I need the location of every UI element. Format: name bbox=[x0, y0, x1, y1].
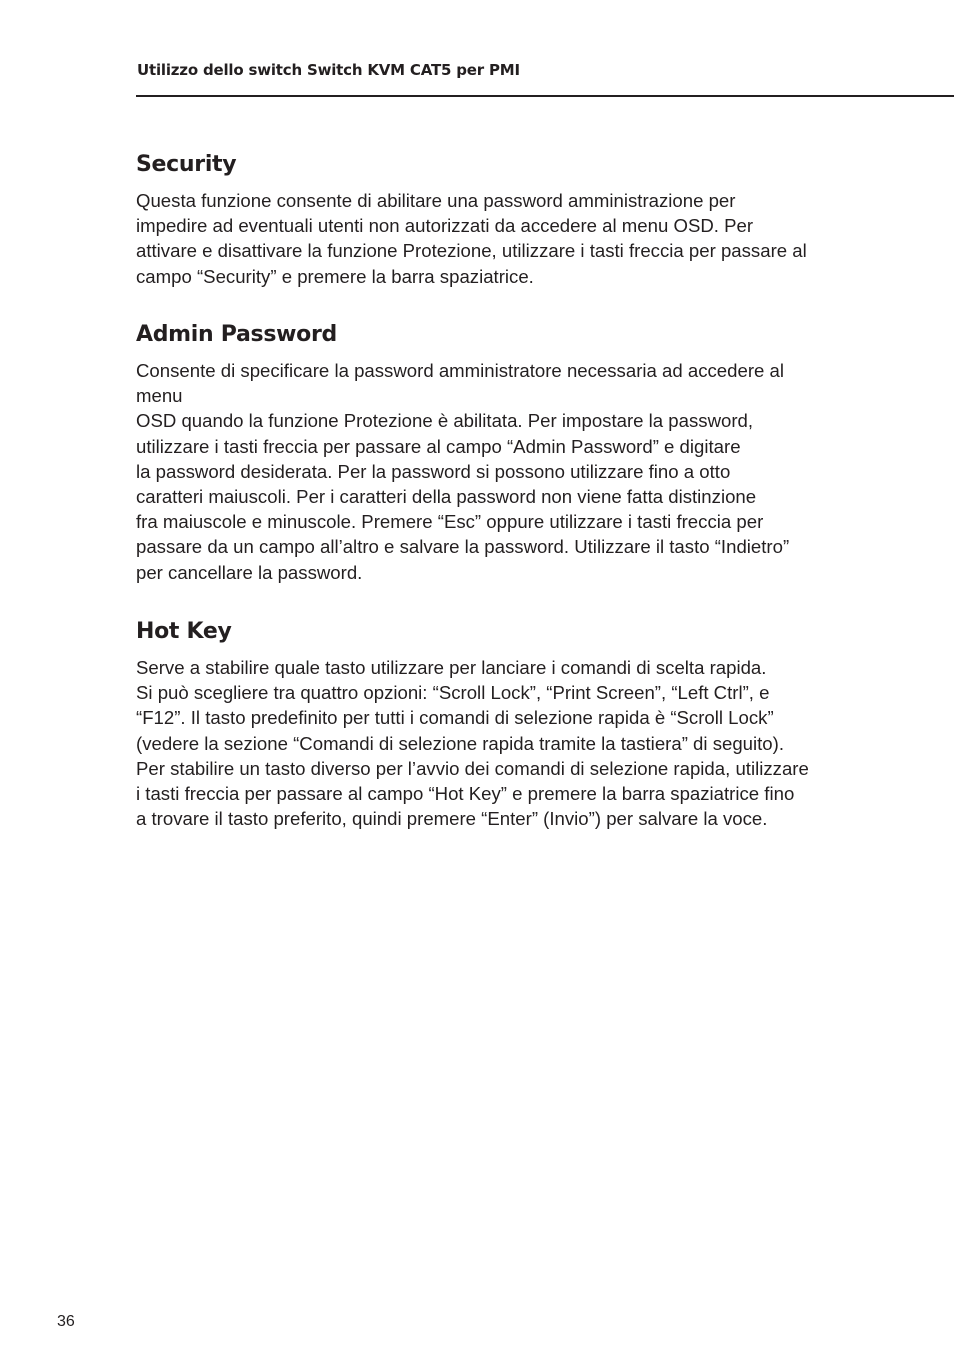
body-line: la password desiderata. Per la password si possono utilizzare fino a otto bbox=[136, 460, 731, 482]
body-line: per cancellare la password. bbox=[136, 561, 363, 583]
section-heading-hot-key: Hot Key bbox=[136, 619, 232, 644]
body-line: “F12”. Il tasto predefinito per tutti i comandi di selezione rapida è “Scroll Lock” bbox=[136, 707, 774, 729]
body-line: attivare e disattivare la funzione Protezione, utilizzare i tasti freccia per passare al bbox=[136, 240, 807, 262]
section-security bbox=[136, 151, 896, 289]
section-hot-key bbox=[136, 618, 896, 831]
body-line: Si può scegliere tra quattro opzioni: “Scroll Lock”, “Print Screen”, “Left Ctrl”, e bbox=[136, 682, 770, 704]
body-line: passare da un campo all’altro e salvare la password. Utilizzare il tasto “Indietro” bbox=[136, 536, 790, 558]
body-line: (vedere la sezione “Comandi di selezione rapida tramite la tastiera” di seguito). bbox=[136, 732, 785, 754]
body-line: fra maiuscole e minuscole. Premere “Esc” oppure utilizzare i tasti freccia per bbox=[136, 511, 764, 533]
section-body-security bbox=[136, 188, 896, 289]
body-line: Consente di specificare la password amministratore necessaria ad accedere al bbox=[136, 360, 785, 381]
header-rule bbox=[136, 95, 954, 97]
body-line: utilizzare i tasti freccia per passare al campo “Admin Password” e digitare bbox=[136, 435, 741, 457]
section-body-hot-key bbox=[136, 655, 896, 831]
body-line: Questa funzione consente di abilitare una password amministrazione per bbox=[136, 190, 736, 211]
body-line: a trovare il tasto preferito, quindi premere “Enter” (Invio”) per salvare la voce. bbox=[136, 808, 768, 830]
body-line: Serve a stabilire quale tasto utilizzare per lanciare i comandi di scelta rapida. bbox=[136, 657, 767, 678]
page-number: 36 bbox=[57, 1313, 75, 1330]
section-heading-admin-password: Admin Password bbox=[136, 322, 337, 347]
body-line: caratteri maiuscoli. Per i caratteri della password non viene fatta distinzione bbox=[136, 486, 757, 508]
section-heading-security: Security bbox=[136, 152, 237, 177]
body-line: campo “Security” e premere la barra spaziatrice. bbox=[136, 265, 534, 287]
body-line: i tasti freccia per passare al campo “Hot Key” e premere la barra spaziatrice fino bbox=[136, 783, 795, 805]
section-admin-password bbox=[136, 321, 896, 585]
body-line: OSD quando la funzione Protezione è abilitata. Per impostare la password, bbox=[136, 410, 754, 432]
section-body-admin-password bbox=[136, 358, 896, 585]
running-header: Utilizzo dello switch Switch KVM CAT5 per PMI bbox=[137, 61, 520, 79]
body-line: impedire ad eventuali utenti non autorizzati da accedere al menu OSD. Per bbox=[136, 215, 754, 237]
body-line: menu bbox=[136, 385, 183, 407]
body-line: Per stabilire un tasto diverso per l’avvio dei comandi di selezione rapida, utilizzare bbox=[136, 757, 809, 779]
